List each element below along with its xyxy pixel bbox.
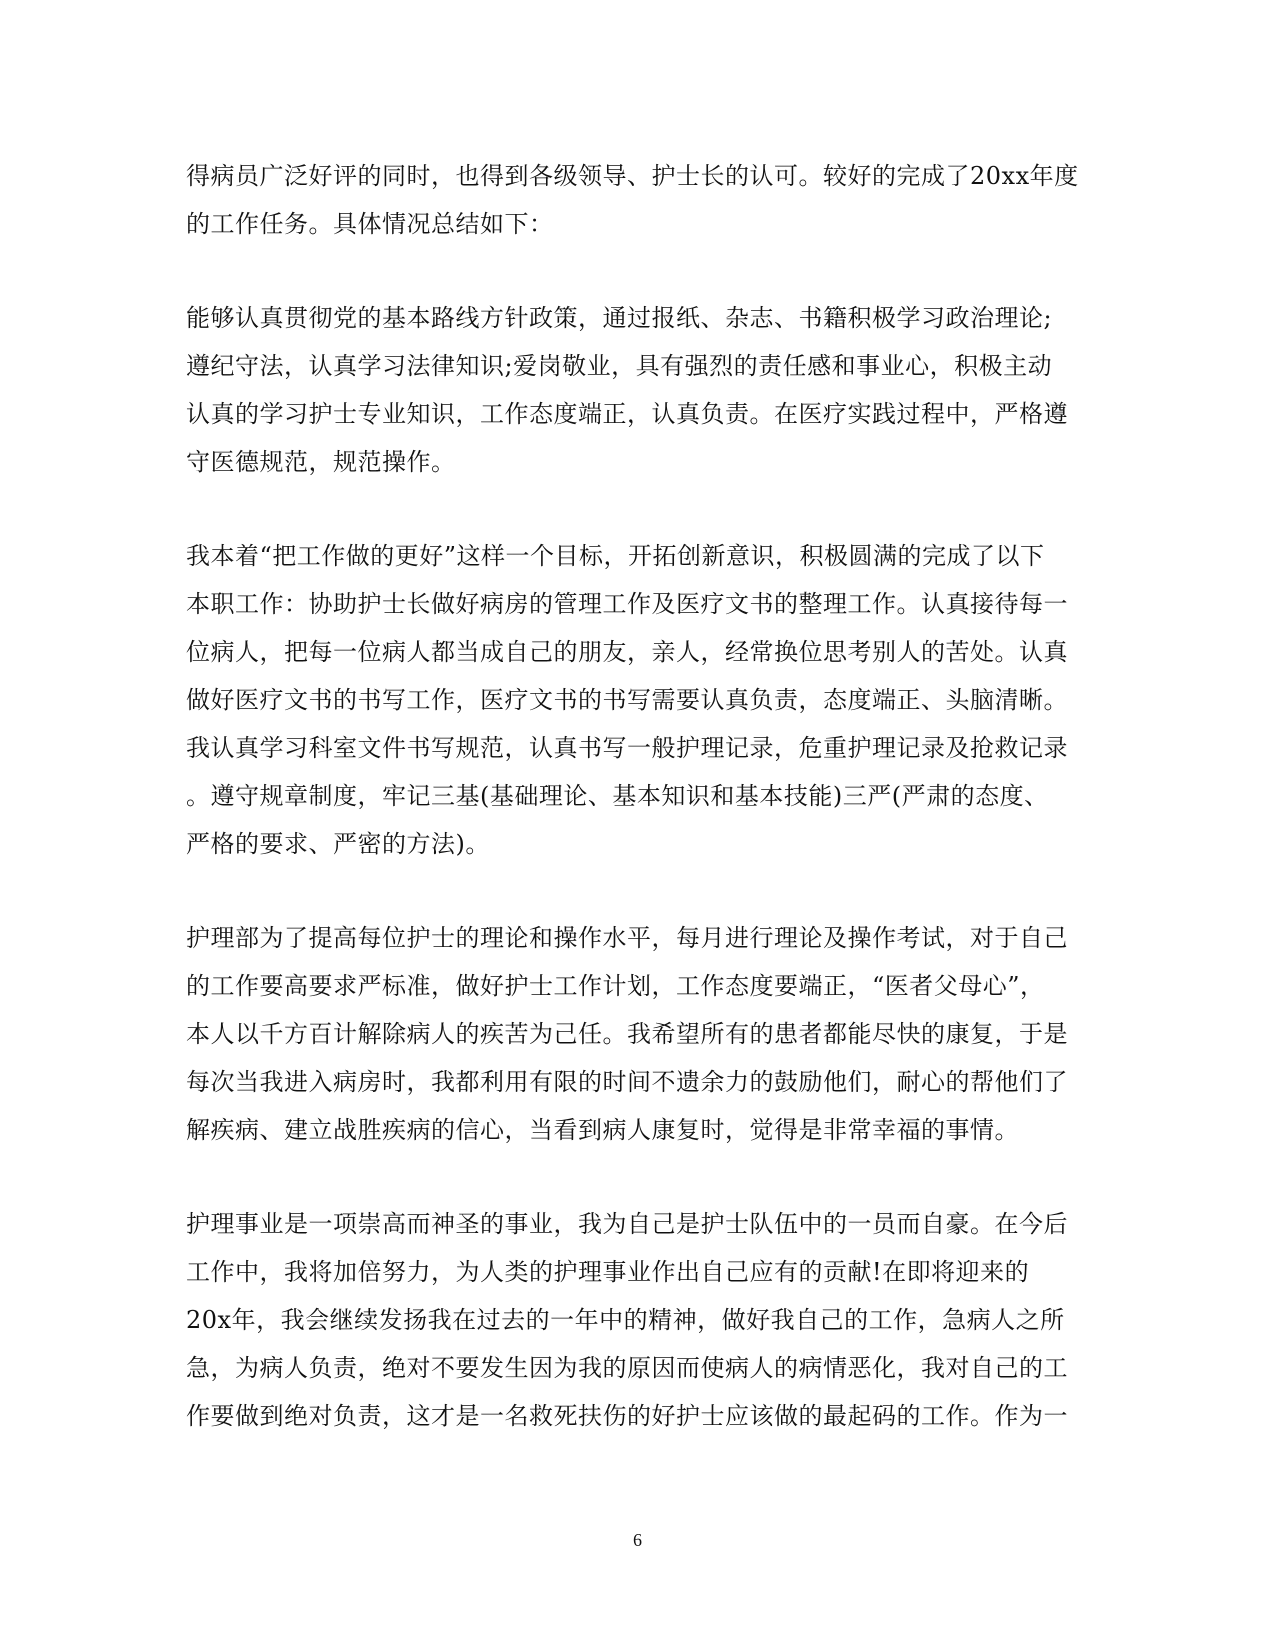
text-line: 的工作要高要求严标准，做好护士工作计划，工作态度要端正，“医者父母心”， [186, 972, 1045, 1000]
paragraph-4 [186, 914, 1086, 1154]
page-number: 6 [633, 1530, 642, 1550]
text-line: 我认真学习科室文件书写规范，认真书写一般护理记录，危重护理记录及抢救记录 [186, 734, 1068, 762]
text-line: 护理部为了提高每位护士的理论和操作水平，每月进行理论及操作考试，对于自己 [186, 924, 1068, 952]
paragraph-2 [186, 294, 1086, 486]
text-line: 严格的要求、严密的方法)。 [186, 830, 490, 858]
document-body [186, 152, 1086, 1486]
text-line: 做好医疗文书的书写工作，医疗文书的书写需要认真负责，态度端正、头脑清晰。 [186, 686, 1068, 714]
text-line: 。遵守规章制度，牢记三基(基础理论、基本知识和基本技能)三严(严肃的态度、 [186, 782, 1049, 810]
text-line: 遵纪守法，认真学习法律知识;爱岗敬业，具有强烈的责任感和事业心，积极主动 [186, 352, 1053, 380]
text-line: 能够认真贯彻党的基本路线方针政策，通过报纸、杂志、书籍积极学习政治理论; [186, 304, 1053, 332]
text-line: 位病人，把每一位病人都当成自己的朋友，亲人，经常换位思考别人的苦处。认真 [186, 638, 1068, 666]
text-line: 的工作任务。具体情况总结如下： [186, 210, 554, 238]
text-line: 20x年，我会继续发扬我在过去的一年中的精神，做好我自己的工作，急病人之所 [186, 1306, 1065, 1334]
text-line: 我本着“把工作做的更好”这样一个目标，开拓创新意识，积极圆满的完成了以下 [186, 542, 1045, 570]
text-line: 每次当我进入病房时，我都利用有限的时间不遗余力的鼓励他们，耐心的帮他们了 [186, 1068, 1068, 1096]
text-line: 守医德规范，规范操作。 [186, 448, 456, 476]
paragraph-3 [186, 532, 1086, 868]
paragraph-1 [186, 152, 1086, 248]
text-line: 护理事业是一项崇高而神圣的事业，我为自己是护士队伍中的一员而自豪。在今后 [186, 1210, 1068, 1238]
text-line: 本人以千方百计解除病人的疾苦为己任。我希望所有的患者都能尽快的康复，于是 [186, 1020, 1068, 1048]
text-line: 认真的学习护士专业知识，工作态度端正，认真负责。在医疗实践过程中，严格遵 [186, 400, 1068, 428]
text-line: 作要做到绝对负责，这才是一名救死扶伤的好护士应该做的最起码的工作。作为一 [186, 1402, 1068, 1430]
text-line: 工作中，我将加倍努力，为人类的护理事业作出自己应有的贡献!在即将迎来的 [186, 1258, 1030, 1286]
text-line: 得病员广泛好评的同时，也得到各级领导、护士长的认可。较好的完成了20xx年度 [186, 162, 1079, 190]
text-line: 急，为病人负责，绝对不要发生因为我的原因而使病人的病情恶化，我对自己的工 [186, 1354, 1068, 1382]
paragraph-5 [186, 1200, 1086, 1440]
text-line: 本职工作：协助护士长做好病房的管理工作及医疗文书的整理工作。认真接待每一 [186, 590, 1068, 618]
text-line: 解疾病、建立战胜疾病的信心，当看到病人康复时，觉得是非常幸福的事情。 [186, 1116, 1019, 1144]
